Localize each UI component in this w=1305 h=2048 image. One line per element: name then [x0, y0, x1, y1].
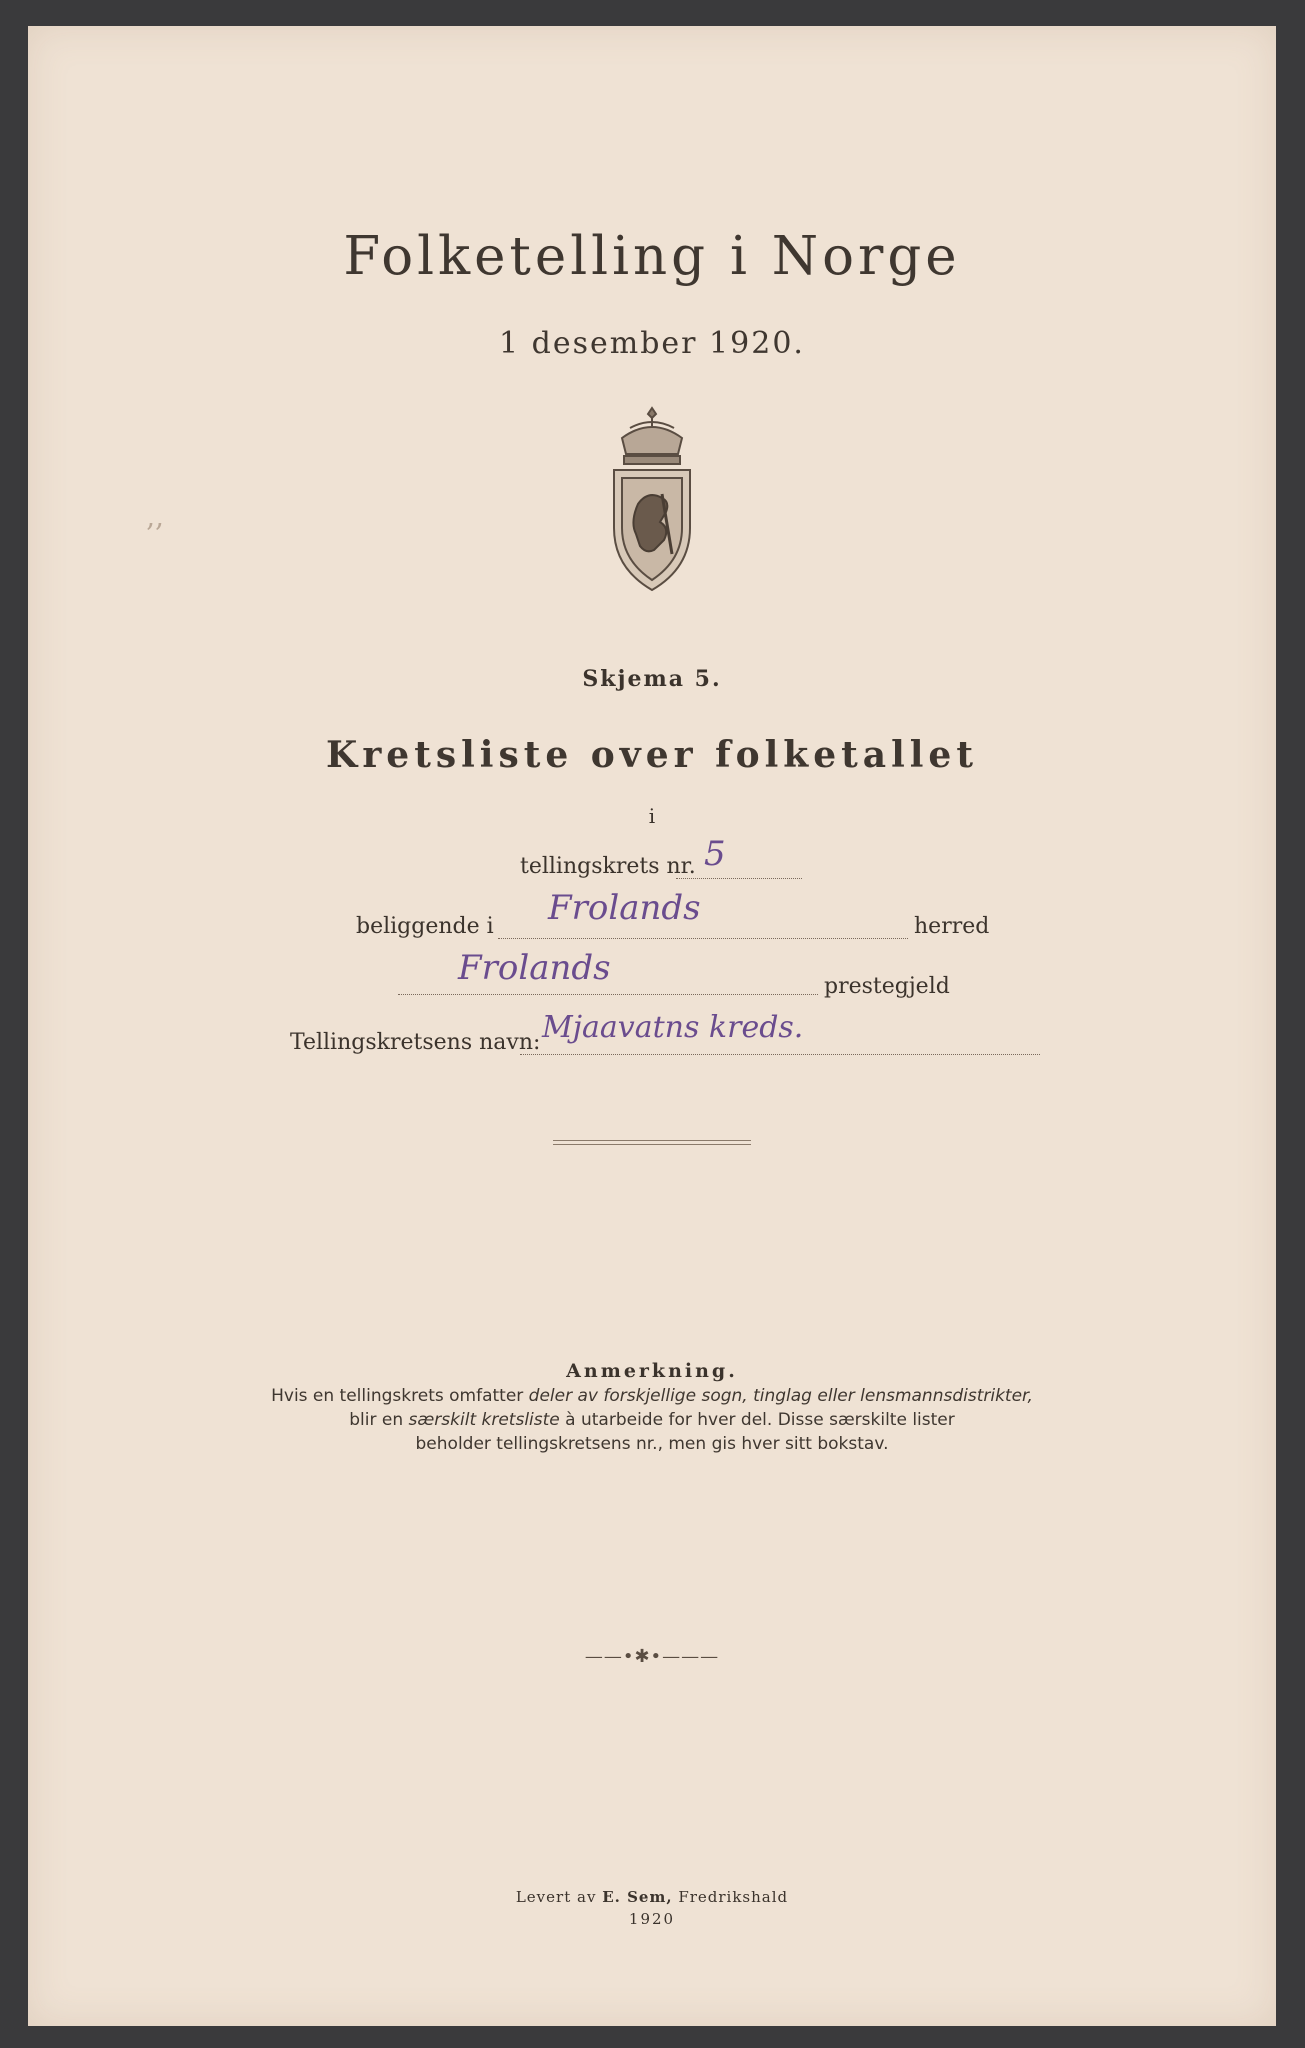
- schema-number: Skjema 5.: [582, 666, 722, 692]
- remark-line-2: [28, 1410, 1276, 1430]
- kretsnavn-value: Mjaavatns kreds.: [542, 1010, 804, 1045]
- connector-text: i: [648, 804, 656, 828]
- divider-rule: [553, 1140, 751, 1145]
- prestegjeld-line: [398, 994, 818, 995]
- remark-title: Anmerkning.: [566, 1360, 738, 1382]
- margin-mark: ‚‚: [146, 500, 164, 533]
- kretsnavn-line: [520, 1054, 1040, 1055]
- census-form-page: [28, 26, 1276, 2026]
- ornament-divider: ——•✱•———: [584, 1646, 720, 1667]
- tellingskrets-label: tellingskrets nr.: [520, 854, 696, 879]
- form-heading: Kretsliste over folketallet: [326, 734, 978, 776]
- herred-value: Frolands: [548, 888, 701, 928]
- beliggende-label: beliggende i: [356, 914, 494, 939]
- remark-line-3: beholder tellingskretsens nr., men gis hver sitt bokstav.: [415, 1434, 889, 1454]
- remark-line-1-text: Hvis en tellingskrets omfatter: [271, 1386, 529, 1406]
- prestegjeld-label: prestegjeld: [824, 974, 950, 999]
- remark-line-1: [28, 1386, 1276, 1406]
- remark-line-2-italic: særskilt kretsliste: [408, 1410, 560, 1430]
- herred-label: herred: [914, 914, 990, 939]
- tellingskrets-value: 5: [704, 834, 726, 874]
- printer-credit: [28, 1888, 1276, 1906]
- remark-line-2-text: blir en: [349, 1410, 409, 1430]
- tellingskrets-line: [676, 878, 802, 879]
- printer-year: 1920: [628, 1910, 676, 1928]
- printer-place: Fredrikshald: [672, 1888, 789, 1906]
- remark-line-2-rest: à utarbeide for hver del. Disse særskilte lister: [559, 1410, 955, 1430]
- prestegjeld-value: Frolands: [458, 948, 611, 988]
- herred-line: [498, 938, 908, 939]
- document-date: 1 desember 1920.: [499, 326, 805, 361]
- printer-prefix: Levert av: [515, 1888, 603, 1906]
- printer-name: E. Sem,: [602, 1888, 673, 1906]
- remark-line-1-italic: deler av forskjellige sogn, tinglag eller lensmannsdistrikter,: [528, 1386, 1033, 1406]
- document-title: Folketelling i Norge: [343, 226, 961, 287]
- norwegian-coat-of-arms-icon: [600, 404, 704, 596]
- kretsnavn-label: Tellingskretsens navn:: [290, 1030, 541, 1055]
